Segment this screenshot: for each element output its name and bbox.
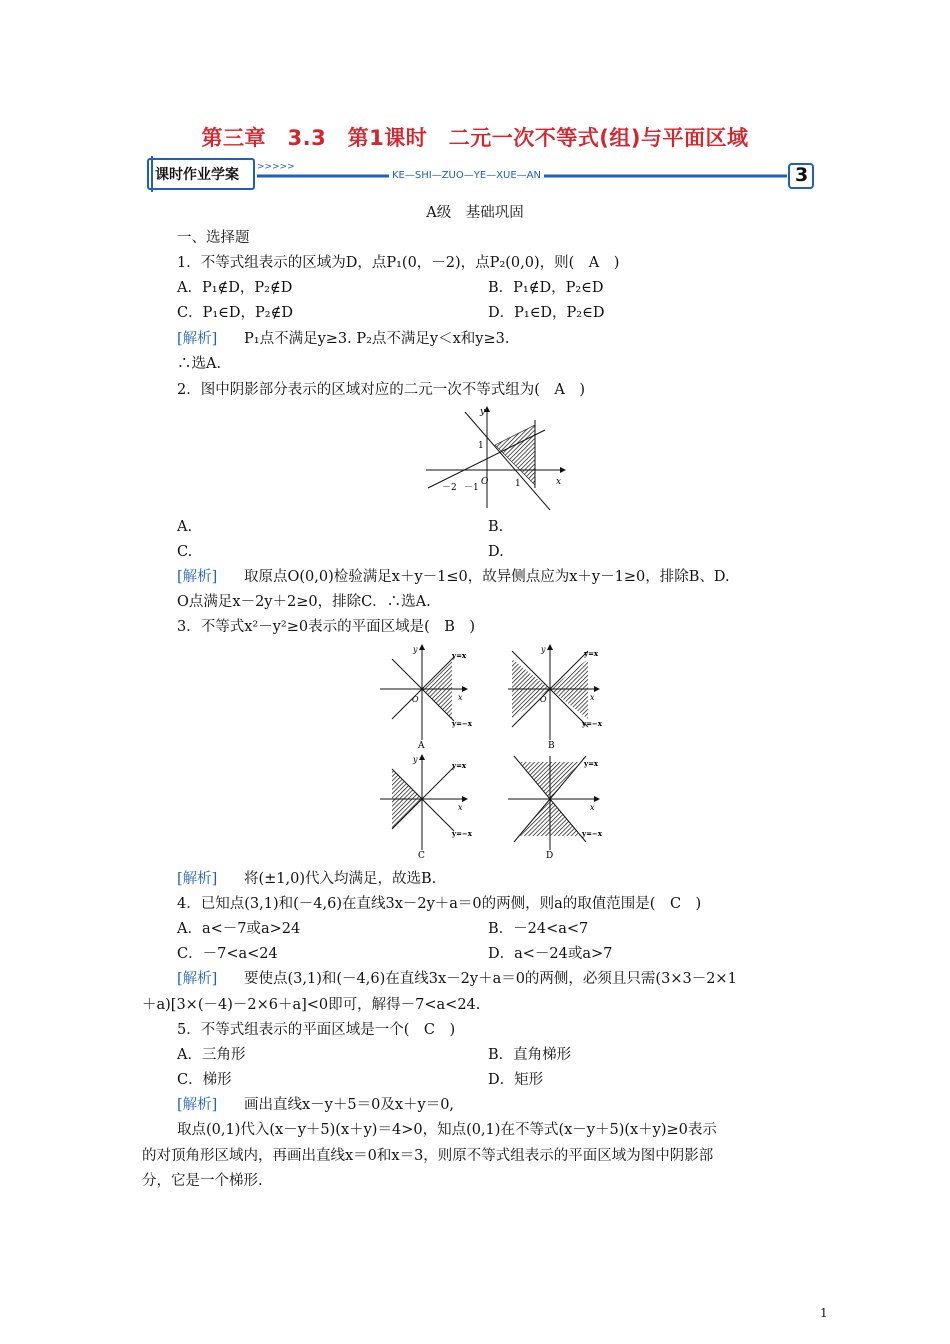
q5-text-line2: 的对顶角形区域内，再画出直线x＝0和x＝3，则原不等式组表示的平面区域为图中阴影部: [142, 1148, 714, 1164]
q3-stem: 3．不等式x²－y²≥0表示的平面区域是( B ): [177, 619, 476, 635]
q5-option-d: D．矩形: [488, 1072, 544, 1088]
q4-option-d: D．a<－24或a>7: [488, 946, 613, 962]
q3b-x: x: [590, 693, 595, 702]
q3c-line-yx: y=x: [452, 761, 467, 770]
q2-region-graph: [420, 400, 570, 512]
q3b-y: y: [541, 645, 546, 654]
q3a-line-yx: y=x: [452, 651, 467, 660]
q3b-line-yx: y=x: [584, 649, 599, 658]
q3-graph-d: [506, 752, 606, 860]
q3-figure-d: [506, 752, 606, 864]
q3-analysis: 将(±1,0)代入均满足，故选B.: [244, 871, 437, 887]
page-number: 1: [820, 1306, 828, 1320]
q1-option-a: A．P₁∉D，P₂∉D: [177, 280, 293, 296]
q5-option-c: C．梯形: [177, 1072, 232, 1088]
q2-tick-neg2: －2: [442, 483, 457, 493]
q1-option-d: D．P₁∈D，P₂∈D: [488, 305, 605, 321]
q4-option-c: C．－7<a<24: [177, 946, 278, 962]
q3a-origin: O: [412, 695, 419, 704]
q2-analysis-tag: [解析]: [177, 569, 218, 585]
q3-graph-a: [378, 642, 478, 750]
q5-text-line3: 分，它是一个梯形.: [142, 1173, 263, 1189]
section-heading: 一、选择题: [177, 230, 250, 246]
q1-conclusion: ∴选A.: [177, 356, 222, 372]
q3b-line-ymx: y=−x: [582, 719, 602, 728]
q3-analysis-tag: [解析]: [177, 871, 218, 887]
q3b-origin: O: [540, 695, 547, 704]
q5-stem: 5．不等式组表示的平面区域是一个( C ): [177, 1022, 456, 1038]
q3-figure-c: [378, 752, 478, 864]
q3c-y: y: [413, 755, 418, 764]
q4-stem: 4．已知点(3,1)和(－4,6)在直线3x－2y＋a＝0的两侧，则a的取值范围是( C ): [177, 896, 702, 912]
q2-option-d: D.: [488, 544, 504, 560]
q2-option-b: B.: [488, 519, 504, 535]
q2-analysis-line1: 取原点O(0,0)检验满足x＋y－1≤0，故异侧点应为x＋y－1≥0，排除B、D.: [244, 569, 730, 585]
q3d-x: x: [590, 803, 595, 812]
q5-analysis-tag: [解析]: [177, 1097, 218, 1113]
q2-figure: [420, 400, 570, 516]
level-heading: A级 基础巩固: [426, 205, 524, 221]
q3a-y: y: [413, 645, 418, 654]
q2-y-intercept: 1: [478, 441, 484, 451]
q1-option-b: B．P₁∉D，P₂∈D: [488, 280, 604, 296]
q1-option-c: C．P₁∈D，P₂∉D: [177, 305, 293, 321]
banner-label: 课时作业学案: [155, 167, 239, 183]
q3d-line-ymx: y=−x: [582, 829, 602, 838]
page-title: 第三章 3.3 第1课时 二元一次不等式(组)与平面区域: [201, 126, 749, 150]
q4-option-b: B．－24<a<7: [488, 921, 589, 937]
banner-number: 3: [795, 164, 809, 186]
q3-graph-b: [506, 642, 606, 750]
q5-option-a: A．三角形: [177, 1047, 246, 1063]
q2-analysis-line2: O点满足x－2y＋2≥0，排除C．∴选A.: [177, 594, 431, 610]
q3d-line-yx: y=x: [584, 759, 599, 768]
banner-pinyin: KE—SHI—ZUO—YE—XUE—AN: [389, 170, 544, 181]
banner-arrows: >>>>>: [257, 162, 295, 172]
q1-analysis: P₁点不满足y≥3. P₂点不满足y＜x和y≥3.: [244, 331, 510, 347]
q3c-caption: C: [418, 851, 425, 860]
q3c-line-ymx: y=−x: [452, 829, 472, 838]
q1-stem: 1．不等式组表示的区域为D，点P₁(0，－2)，点P₂(0,0)，则( A ): [177, 255, 620, 271]
q3-graph-c: [378, 752, 478, 860]
q3-figure-a: [378, 642, 478, 754]
q4-analysis-tag: [解析]: [177, 971, 218, 987]
q2-option-c: C.: [177, 544, 193, 560]
q2-tick-neg1: －1: [464, 483, 479, 493]
q5-text-line1: 取点(0,1)代入(x－y＋5)(x＋y)＝4>0，知点(0,1)在不等式(x－y＋5)(x＋y)≥0表示: [177, 1122, 717, 1138]
q5-analysis: 画出直线x－y＋5＝0及x＋y＝0,: [244, 1097, 455, 1113]
q2-origin: O: [481, 477, 489, 487]
q2-option-a: A.: [177, 519, 193, 535]
section-banner: [147, 156, 817, 196]
q2-y-label: y: [480, 407, 486, 417]
q2-stem: 2．图中阴影部分表示的区域对应的二元一次不等式组为( A ): [177, 382, 586, 398]
q2-tick-1: 1: [515, 479, 521, 489]
q5-option-b: B．直角梯形: [488, 1047, 572, 1063]
q3b-caption: B: [548, 741, 555, 750]
q1-analysis-tag: [解析]: [177, 331, 218, 347]
q4-analysis-line2: ＋a)[3×(－4)－2×6＋a]<0即可，解得－7<a<24.: [142, 997, 481, 1013]
q3c-x: x: [458, 803, 463, 812]
q4-analysis-line1: 要使点(3,1)和(－4,6)在直线3x－2y＋a＝0的两侧，必须且只需(3×3－2×1: [244, 971, 737, 987]
q2-x-label: x: [556, 477, 562, 487]
q3-figure-b: [506, 642, 606, 754]
q3a-x: x: [458, 693, 463, 702]
q3a-line-ymx: y=−x: [452, 719, 472, 728]
q3d-caption: D: [546, 851, 554, 860]
q3a-caption: A: [418, 741, 425, 750]
q4-option-a: A．a<－7或a>24: [177, 921, 301, 937]
